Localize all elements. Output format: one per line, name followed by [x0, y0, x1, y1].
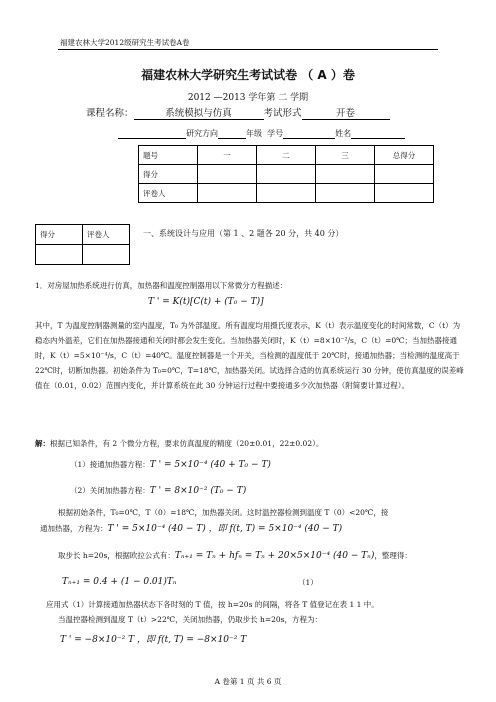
page-header: 福建农林大学2012级研究生考试卷A卷: [60, 38, 190, 47]
step-3b-equation: T ' = 5×10⁻⁴ (40 − T) ，即 f(t, T) = 5×10⁻⁴ (40 − T): [107, 524, 343, 534]
score-header-cell: 三: [316, 146, 375, 165]
solution-step-8: T ' = −8×10⁻² T ，即 f(t, T) = −8×10⁻² T: [60, 635, 247, 645]
header-divider: [58, 49, 438, 50]
grader-box-cell[interactable]: [36, 245, 83, 265]
grade-label: 年级: [246, 129, 262, 138]
step-1-label: （1）接通加热器方程：: [70, 460, 150, 469]
solution-label: 解：: [35, 439, 50, 448]
course-label: 课程名称：: [86, 108, 134, 119]
student-line: [118, 128, 405, 139]
score-header-cell: 题号: [139, 146, 198, 165]
equation-1-number: （1）: [298, 578, 318, 587]
score-cell[interactable]: [198, 184, 257, 203]
solution-step-7: 当温控器检测到温度 T（t）>22℃，关闭加热器，仍取步长 h=20s，方程为：: [58, 615, 323, 624]
score-cell[interactable]: [316, 184, 375, 203]
grader-box-label: 得分: [36, 225, 83, 245]
exam-form: 开卷: [302, 105, 390, 120]
year-line: 2012 —2013 学年第 二 学期: [187, 93, 309, 103]
solution-step-3b: [40, 521, 342, 537]
solution-step-2: [70, 483, 246, 499]
step-3b-label: 通加热器，方程为：: [40, 524, 108, 533]
score-table: [138, 145, 434, 203]
blank-name[interactable]: [351, 129, 405, 139]
score-row: [139, 165, 434, 184]
score-table-header: [139, 146, 434, 165]
exam-title: 福建农林大学研究生考试试卷 （ A ）卷: [141, 68, 355, 82]
solution-intro: [35, 436, 467, 451]
score-row-label: 得分: [139, 165, 198, 184]
direction-label: 研究方向: [186, 129, 218, 138]
solution-step-4: [58, 548, 412, 564]
step-4-equation: Tₙ₊₁ = Tₙ + hfₙ = Tₙ + 20×5×10⁻⁴ (40 − Tₙ): [174, 551, 375, 561]
blank-id[interactable]: [283, 129, 335, 139]
score-cell[interactable]: [316, 165, 375, 184]
score-header-cell: 一: [198, 146, 257, 165]
score-cell[interactable]: [375, 184, 434, 203]
blank-grade[interactable]: [218, 129, 246, 139]
section-title: 一、系统设计与应用（第 1 、2 题各 20 分，共 40 分）: [143, 229, 344, 238]
solution-step-1: [70, 457, 271, 473]
solution-step-3a: 根据初始条件，T₀=0℃，T（0）=18℃，加热器关闭。这时温控器检测到温度 T（0）<20℃，接: [58, 508, 389, 517]
grader-row: [139, 184, 434, 203]
blank-direction[interactable]: [118, 129, 186, 139]
q1-equation: T ' = K(t)[C(t) + (T₀ − T)]: [148, 297, 264, 307]
page-footer: A 卷第 1 页 共 6 页: [214, 677, 282, 686]
score-header-cell: 总得分: [375, 146, 434, 165]
score-cell[interactable]: [198, 165, 257, 184]
solution-equation-1: Tₙ₊₁ = 0.4 + (1 − 0.01)Tₙ: [62, 577, 177, 587]
exam-form-label: 考试形式: [263, 108, 302, 119]
step-4-label: 取步长 h=20s，根据欧拉公式有：: [58, 551, 175, 560]
grader-box-cell[interactable]: [83, 245, 130, 265]
score-cell[interactable]: [257, 165, 316, 184]
score-row-label: 评卷人: [139, 184, 198, 203]
grader-box: [35, 224, 130, 265]
step-2-equation: T ' = 8×10⁻² (T₀ − T): [149, 486, 247, 496]
score-cell[interactable]: [257, 184, 316, 203]
step-1-equation: T ' = 5×10⁻⁴ (40 + T₀ − T): [149, 460, 271, 470]
step-2-label: （2）关闭加热器方程：: [70, 486, 150, 495]
course-line: [86, 105, 390, 120]
name-label: 姓名: [335, 129, 352, 138]
q1-intro: 1．对房屋加热系统进行仿真，加热器和温度控制器用以下常微分方程描述：: [35, 281, 288, 290]
course-name: 系统模拟与仿真: [134, 105, 264, 120]
solution-intro-text: 根据已知条件，有 2 个微分方程，要求仿真温度的精度（20±0.01，22±0.02）。: [50, 439, 324, 448]
step-4-tail: ，整理得：: [374, 551, 412, 560]
score-header-cell: 二: [257, 146, 316, 165]
id-label: 学号: [267, 129, 284, 138]
q1-body: 其中，T 为温度控制器测量的室内温度，T₀ 为外部温度。所有温度均用摄氏度表示，K（t）表示温度变化的时间常数，C（t）为稳态内外温差，它们在加热器接通和关闭时都会发生变化。当加热器关闭时，K（t）=8×10⁻²/s，C（t）=0℃；当加热器接通时，K（t）=5×10⁻⁴/s，C（t）=40℃。温度控制器是一个开关，当检测的温度低于 20℃时，接通加热器；当检测的温度高于 22℃时，切断加热器。初始条件为 T₀=0℃，T=18℃，加热器关闭。试选择合适的仿真系统运行 30 分钟，使仿真温度的误差峰值在（0.01，0.02）范围内变化，并计算系统在此 30 分钟运行过程中要接通多少次加热器（附简要计算过程）。: [35, 321, 464, 390]
score-cell[interactable]: [375, 165, 434, 184]
grader-box-label: 评卷人: [83, 225, 130, 245]
solution-step-6: 应用式（1）计算接通加热器状态下各时刻的 T 值，按 h=20s 的间隔，将各 T 值登记在表 1 1 中。: [46, 600, 379, 609]
